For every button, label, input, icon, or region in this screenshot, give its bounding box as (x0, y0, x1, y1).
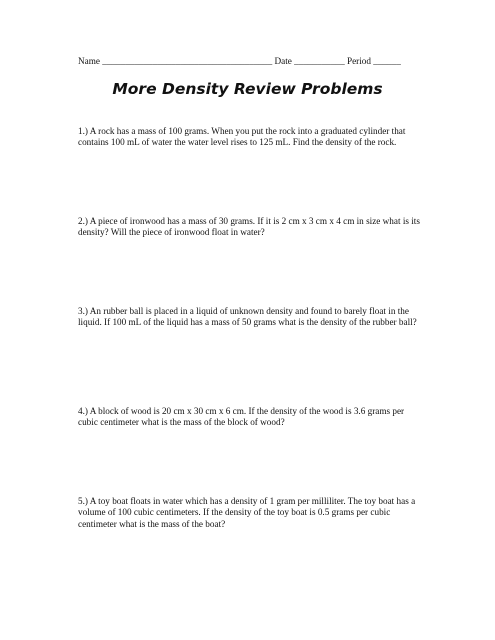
problem-3: 3.) An rubber ball is placed in a liquid of unknown density and found to barely float in the liquid. If 100 mL of the liquid has a mass of 50 grams what is the density of the rubber ball? (78, 306, 417, 328)
problem-5: 5.) A toy boat floats in water which has a density of 1 gram per milliliter. The toy boat has a volume of 100 cubic centimeters. If the density of the toy boat is 0.5 grams per cubic centimeter what is the mass of the boat? (78, 496, 416, 529)
problem-4: 4.) A block of wood is 20 cm x 30 cm x 6 cm. If the density of the wood is 3.6 grams per cubic centimeter what is the mass of the block of wood? (78, 406, 405, 428)
problem-1: 1.) A rock has a mass of 100 grams. When you put the rock into a graduated cylinder that contains 100 mL of water the water level rises to 125 mL. Find the density of the rock. (78, 126, 406, 148)
name-date-period-line: Name _____________________________________ Date ___________ Period ______ (78, 56, 401, 66)
problem-2: 2.) A piece of ironwood has a mass of 30 grams. If it is 2 cm x 3 cm x 4 cm in size what is its density? Will the piece of ironwood float in water? (78, 216, 420, 238)
page-title: More Density Review Problems (112, 80, 383, 98)
